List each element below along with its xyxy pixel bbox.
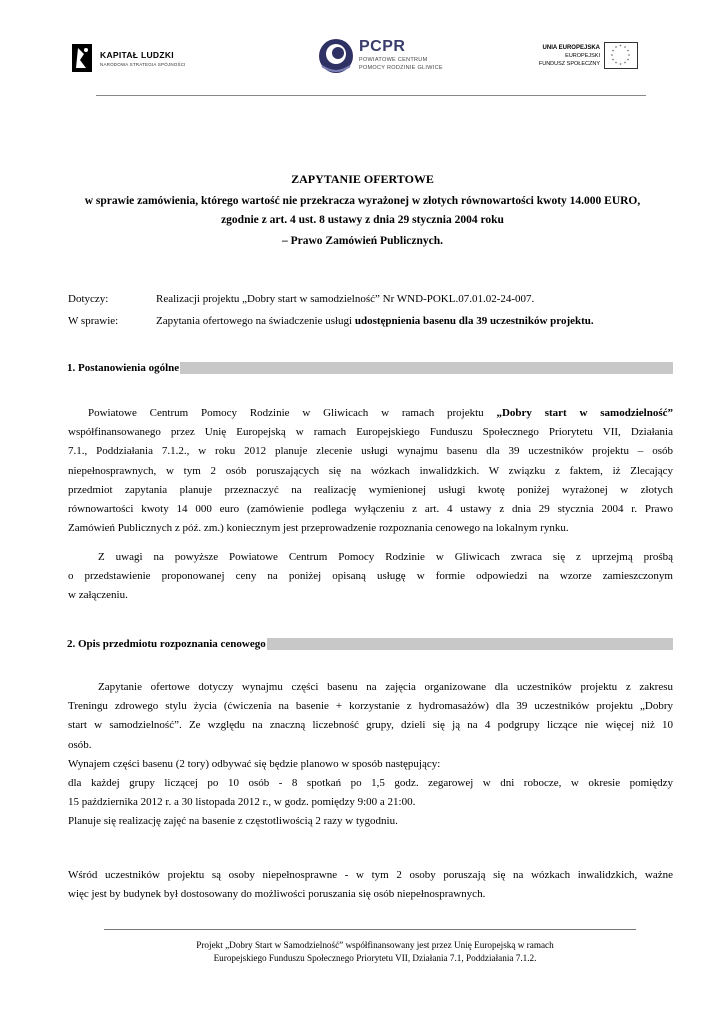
s2p3-line1: Wśród uczestników projektu są osoby niepełnosprawne - w tym 2 osoby poruszają się na wózkach inwalidzkich, ważne: [68, 869, 673, 881]
pcpr-logo-icon: [316, 36, 356, 76]
section2-paragraph1: [68, 678, 673, 832]
ue-text-line2: EUROPEJSKI: [565, 53, 600, 59]
sprawie-value-bold: udostępnienia basenu dla 39 uczestników projektu.: [354, 315, 594, 327]
title-line3: – Prawo Zamówień Publicznych.: [282, 235, 443, 247]
sprawie-label: W sprawie:: [68, 315, 119, 327]
s2p2-line3: 15 października 2012 r. a 30 listopada 2012 r., w godz. pomiędzy 9:00 a 21:00.: [68, 796, 416, 809]
section2-heading: 2. Opis przedmiotu rozpoznania cenowego: [67, 638, 266, 650]
footer-rule: [104, 929, 636, 930]
kapital-ludzki-subtitle: NARODOWA STRATEGIA SPÓJNOŚCI: [100, 62, 186, 67]
s2p2-line1: Wynajem części basenu (2 tory) odbywać się będzie planowo w sposób następujący:: [68, 757, 441, 770]
dotyczy-label: Dotyczy:: [68, 293, 109, 305]
s1p1-line1-plain: Powiatowe Centrum Pomocy Rodzinie w Gliwicach w ramach projektu: [88, 407, 497, 419]
footer-line2: Europejskiego Funduszu Społecznego Priorytetu VII, Działania 7.1, Poddziałania 7.1.2.: [213, 953, 537, 963]
s1p2-line3: w załączeniu.: [68, 589, 128, 602]
s2p1-line2: Treningu zdrowego stylu życia (ćwiczenia na basenie + korzystanie z hydromasażów) dla 39 uczestników projektu „Dobry: [68, 700, 673, 713]
s1p1-line2: współfinansowanego przez Unię Europejską w ramach Europejskiego Funduszu Społecznego Priorytetu VII, Działania: [68, 426, 673, 439]
eu-flag-icon: [604, 42, 638, 69]
dotyczy-value: Realizacji projektu „Dobry start w samodzielność” Nr WND-POKL.07.01.02-24-007.: [156, 293, 535, 305]
sprawie-value: [156, 315, 594, 327]
pcpr-title: PCPR: [359, 38, 406, 55]
s1p1-line1: [68, 404, 673, 423]
svg-text:*: *: [611, 53, 613, 59]
ue-text-line1: UNIA EUROPEJSKA: [542, 45, 600, 51]
s2p2-line4: Planuje się realizację zajęć na basenie z częstotliwością 2 razy w tygodniu.: [68, 815, 398, 828]
svg-text:*: *: [619, 62, 622, 68]
section2-heading-bar: [67, 638, 673, 650]
svg-text:*: *: [615, 61, 617, 66]
kapital-ludzki-emblem-icon: [70, 42, 98, 76]
section1-paragraph2: [68, 548, 673, 606]
svg-text:*: *: [628, 53, 630, 59]
header-rule: [96, 95, 646, 96]
svg-text:*: *: [627, 58, 629, 63]
s1p1-line7: Zamówień Publicznych z póź. zm.) koniecznym jest przeprowadzenie rozpoznania cenowego na lokalnym rynku.: [68, 522, 569, 535]
ue-text-line3: FUNDUSZ SPOŁECZNY: [538, 61, 600, 67]
svg-text:*: *: [624, 61, 626, 66]
document-title: ZAPYTANIE OFERTOWE: [291, 172, 434, 186]
s1p2-line2: o przedstawienie proponowanej ceny na poniżej opisaną usługę w formie odpowiedzi na wzorze zamieszczonym: [68, 570, 673, 583]
pcpr-subtitle-line2: POMOCY RODZINIE GLIWICE: [359, 65, 443, 71]
s2p1-line1: Zapytanie ofertowe dotyczy wynajmu części basenu na zajęcia organizowane dla uczestników projektu z zakresu: [98, 681, 673, 693]
section1-heading-bar: [67, 362, 673, 374]
svg-text:*: *: [624, 45, 626, 51]
svg-text:*: *: [612, 58, 614, 63]
section2-paragraph3: [68, 866, 673, 904]
svg-text:*: *: [627, 49, 629, 54]
svg-text:*: *: [619, 44, 622, 49]
s1p1-line6: równowartości kwoty 14 000 euro (zamówienie podlega wyłączeniu z art. 4 ustawy z dnia 29 stycznia 2004 r. Prawo: [68, 503, 673, 516]
title-line1: w sprawie zamówienia, którego wartość nie przekracza wyrażonej w złotych równowartości kwoty 14.000 EURO,: [84, 195, 641, 207]
s2p1-line3: start w samodzielność”. Ze względu na znaczną liczebność grupy, dzieli się ją na 4 podgrupy liczące nie więcej niż 10: [68, 719, 673, 732]
footer-line1: Projekt „Dobry Start w Samodzielność” współfinansowany jest przez Unię Europejską w ramach: [196, 940, 554, 950]
section1-heading: 1. Postanowienia ogólne: [67, 362, 180, 374]
sprawie-value-plain: Zapytania ofertowego na świadczenie usługi: [156, 315, 355, 327]
s1p2-line1: Z uwagi na powyższe Powiatowe Centrum Pomocy Rodzinie w Gliwicach zwraca się z uprzejmą prośbą: [98, 551, 673, 563]
pcpr-subtitle-line1: POWIATOWE CENTRUM: [359, 57, 428, 63]
svg-text:*: *: [612, 49, 614, 54]
s2p3-line2: więc jest by budynek był dostosowany do możliwości poruszania się osób niepełnosprawnych.: [68, 888, 486, 901]
s1p1-line1-bold: „Dobry start w samodzielność”: [496, 407, 673, 419]
section1-paragraph1: [68, 404, 673, 538]
title-line2: zgodnie z art. 4 ust. 8 ustawy z dnia 29 stycznia 2004 roku: [221, 214, 504, 226]
s2p2-line2: dla każdej grupy liczącej po 10 osób - 8 spotkań po 1,5 godz. zegarowej w dni robocze, w okresie pomiędzy: [68, 777, 673, 790]
s1p1-line4: niepełnosprawnych, w tym 2 osób poruszających się na wózkach inwalidzkich. W związku z faktem, iż Zlecający: [68, 464, 673, 477]
svg-text:*: *: [615, 45, 617, 51]
s2p1-line4: osób.: [68, 738, 92, 751]
s1p1-line5: przedmiot zapytania planuje przeznaczyć na realizację wymienionej usługi kwotę poniżej wyrażonej w złotych: [68, 483, 673, 496]
kapital-ludzki-title: KAPITAŁ LUDZKI: [100, 50, 174, 60]
s1p1-line3: 7.1., Poddziałania 7.1.2., w roku 2012 planuje zlecenie usługi wynajmu basenu dla 39 uczestników projektu – osób: [68, 445, 673, 458]
